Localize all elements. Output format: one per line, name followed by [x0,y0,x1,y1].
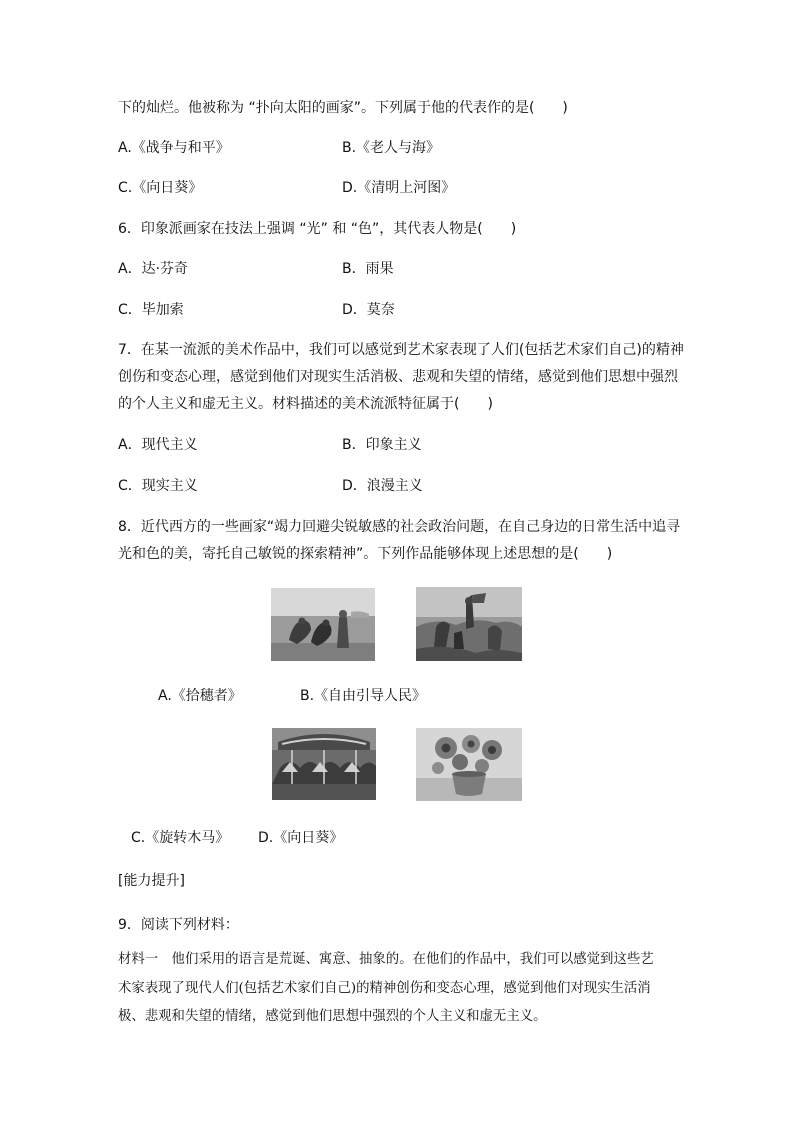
q5-option-a[interactable]: A.《战争与和平》 [118,140,230,156]
liberty-leading-painting [416,587,522,661]
q7-option-a[interactable]: A．现代主义 [118,437,198,453]
q5-option-c[interactable]: C.《向日葵》 [118,180,203,196]
q9-material-1-line-2: 术家表现了现代人们(包括艺术家们自己)的精神创伤和变态心理，感觉到他们对现实生活消 [118,981,651,996]
q7-option-b[interactable]: B．印象主义 [342,437,422,453]
q7-stem-line-2: 创伤和变态心理，感觉到他们对现实生活消极、悲观和失望的情绪，感觉到他们思想中强烈 [118,369,678,385]
q8-stem-line-2: 光和色的美，寄托自己敏锐的探索精神”。下列作品能够体现上述思想的是( ) [118,546,613,562]
sunflowers-painting [416,728,522,801]
q7-option-d[interactable]: D．浪漫主义 [342,478,423,494]
gleaners-painting [271,588,375,661]
q5-stem-tail: 下的灿烂。他被称为 “扑向太阳的画家”。下列属于他的代表作的是( ) [118,100,568,116]
q5-option-b[interactable]: B.《老人与海》 [342,140,441,156]
q9-stem: 9．阅读下列材料： [118,917,239,933]
q8-option-c[interactable]: C.《旋转木马》 [131,830,230,846]
q5-option-d[interactable]: D.《清明上河图》 [342,180,456,196]
q8-stem-line-1: 8．近代西方的一些画家“竭力回避尖锐敏感的社会政治问题，在自己身边的日常生活中追寻 [118,519,681,535]
q8-option-b[interactable]: B.《自由引导人民》 [300,688,427,704]
q6-option-d[interactable]: D．莫奈 [342,302,395,318]
q6-option-a[interactable]: A．达·芬奇 [118,261,189,277]
q7-option-c[interactable]: C．现实主义 [118,478,198,494]
q9-material-1-line-3: 极、悲观和失望的情绪，感觉到他们思想中强烈的个人主义和虚无主义。 [118,1009,547,1024]
q8-option-a[interactable]: A.《拾穗者》 [158,688,242,704]
q8-option-d[interactable]: D.《向日葵》 [258,830,344,846]
section-heading: [能力提升] [118,873,185,889]
q9-material-1-line-1: 材料一 他们采用的语言是荒诞、寓意、抽象的。在他们的作品中，我们可以感觉到这些艺 [118,952,654,967]
q6-option-b[interactable]: B．雨果 [342,261,394,277]
q6-stem: 6．印象派画家在技法上强调 “光” 和 “色”，其代表人物是( ) [118,221,517,237]
q7-stem-line-1: 7．在某一流派的美术作品中，我们可以感觉到艺术家表现了人们(包括艺术家们自己)的精神 [118,342,684,358]
q6-option-c[interactable]: C．毕加索 [118,302,184,318]
q7-stem-line-3: 的个人主义和虚无主义。材料描述的美术流派特征属于( ) [118,396,493,412]
carousel-painting [272,728,376,800]
